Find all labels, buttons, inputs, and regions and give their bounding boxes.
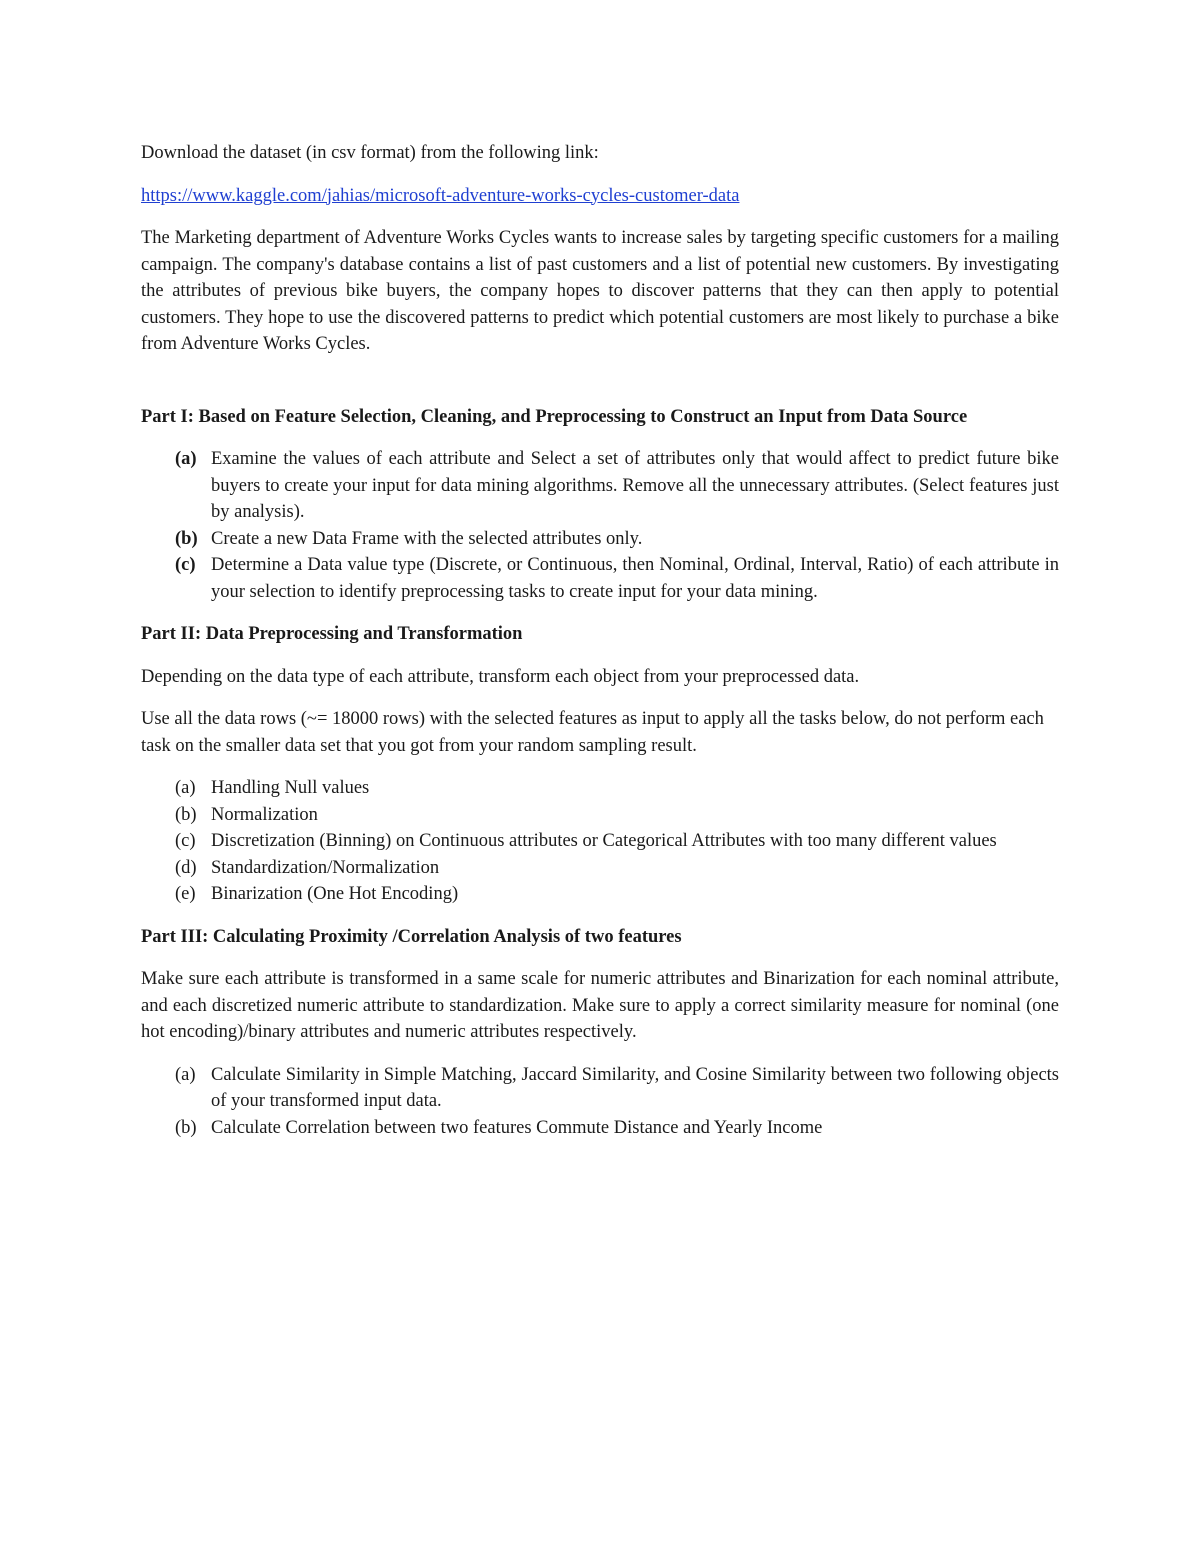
list-marker: (a) <box>175 1064 196 1085</box>
list-item-text: Calculate Correlation between two features Commute Distance and Yearly Income <box>211 1117 823 1138</box>
list-item-text: Discretization (Binning) on Continuous attributes or Categorical Attributes with too many different values <box>211 831 997 851</box>
list-item-text: Binarization (One Hot Encoding) <box>211 884 459 904</box>
list-marker: (a) <box>175 449 197 469</box>
document-page <box>141 140 1059 1157</box>
part2-list <box>141 775 1059 908</box>
list-marker: (b) <box>175 528 198 549</box>
part3-item-a <box>141 1062 1059 1115</box>
part2-item-c <box>141 828 1059 855</box>
part1-item-c <box>141 552 1059 605</box>
part2-paragraph-2: Use all the data rows (~= 18000 rows) with the selected features as input to apply all the tasks below, do not perform each task on the smaller data set that you got from your random sampling result. <box>141 709 1044 756</box>
list-marker: (b) <box>175 804 197 825</box>
list-item-text: Calculate Similarity in Simple Matching, Jaccard Similarity, and Cosine Similarity between two following objects of your transformed input data. <box>211 1064 1059 1111</box>
part2-item-b <box>141 802 1059 829</box>
part2-heading: Part II: Data Preprocessing and Transformation <box>141 624 523 644</box>
list-item-text: Handling Null values <box>211 778 370 798</box>
list-item-text: Create a new Data Frame with the selected attributes only. <box>211 528 643 549</box>
list-marker: (b) <box>175 1117 197 1138</box>
intro-text: Download the dataset (in csv format) from the following link: <box>141 143 599 163</box>
part1-item-b <box>141 526 1059 553</box>
list-marker: (e) <box>175 884 196 904</box>
part1-item-a <box>141 446 1059 526</box>
part2-paragraph-1: Depending on the data type of each attribute, transform each object from your preprocessed data. <box>141 666 860 687</box>
dataset-link-paragraph <box>141 183 1059 210</box>
list-marker: (c) <box>175 555 196 575</box>
list-item-text: Determine a Data value type (Discrete, or Continuous, then Nominal, Ordinal, Interval, Ratio) of each attribute in your selection to identify preprocessing tasks to create input for your data mining. <box>211 555 1059 602</box>
part2-item-a <box>141 775 1059 802</box>
part3-heading: Part III: Calculating Proximity /Correlation Analysis of two features <box>141 926 682 947</box>
list-marker: (d) <box>175 857 197 878</box>
list-item-text: Examine the values of each attribute and Select a set of attributes only that would affect to predict future bike buyers to create your input for data mining algorithms. Remove all the unnecessary attributes. (Select features just by analysis). <box>211 449 1059 522</box>
section-spacer <box>141 358 1059 404</box>
list-marker: (a) <box>175 778 196 798</box>
part1-heading: Part I: Based on Feature Selection, Cleaning, and Preprocessing to Construct an Input from Data Source <box>141 406 968 427</box>
list-item-text: Normalization <box>211 804 318 825</box>
dataset-link[interactable]: https://www.kaggle.com/jahias/microsoft-adventure-works-cycles-customer-data <box>141 185 740 206</box>
part3-paragraph: Make sure each attribute is transformed in a same scale for numeric attributes and Binarization for each nominal attribute, and each discretized numeric attribute to standardization. Make sure to apply a correct similarity measure for nominal (one hot encoding)/binary attributes and numeric attributes respectively. <box>141 969 1059 1042</box>
part3-list <box>141 1062 1059 1142</box>
part1-list <box>141 446 1059 605</box>
list-marker: (c) <box>175 831 196 851</box>
part3-item-b <box>141 1115 1059 1142</box>
list-item-text: Standardization/Normalization <box>211 857 440 878</box>
description-paragraph: The Marketing department of Adventure Works Cycles wants to increase sales by targeting specific customers for a mailing campaign. The company's database contains a list of past customers and a list of potential new customers. By investigating the attributes of previous bike buyers, the company hopes to discover patterns that they can then apply to potential customers. They hope to use the discovered patterns to predict which potential customers are most likely to purchase a bike from Adventure Works Cycles. <box>141 228 1059 354</box>
part2-item-d <box>141 855 1059 882</box>
part2-item-e <box>141 881 1059 908</box>
